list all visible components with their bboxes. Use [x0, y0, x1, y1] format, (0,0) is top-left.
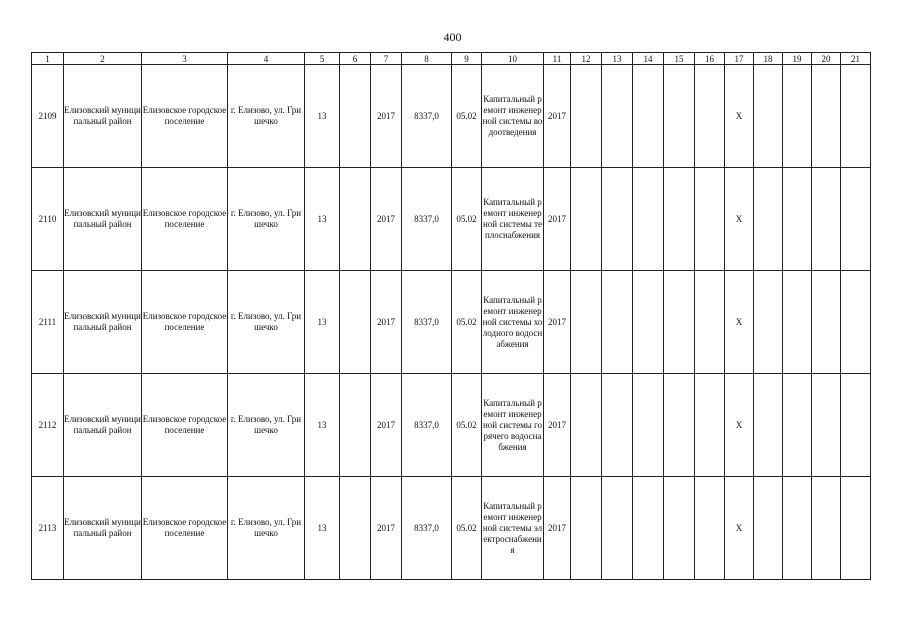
column-number-10: 10 [482, 53, 544, 65]
column-number-16: 16 [695, 53, 725, 65]
cell-address: г. Елизово, ул. Гришечко [228, 374, 305, 477]
cell-col-12 [571, 477, 602, 580]
cell-settlement: Елизовское городское поселение [142, 271, 228, 374]
cell-area: 8337,0 [402, 271, 452, 374]
column-number-14: 14 [633, 53, 664, 65]
cell-col-13 [602, 168, 633, 271]
cell-col-20 [812, 168, 841, 271]
cell-col-15 [664, 271, 695, 374]
cell-commission-year: 2017 [371, 477, 402, 580]
column-number-20: 20 [812, 53, 841, 65]
cell-col-21 [841, 477, 871, 580]
cell-col-12 [571, 374, 602, 477]
cell-col-13 [602, 374, 633, 477]
cell-col-6 [340, 168, 371, 271]
cell-col-12 [571, 168, 602, 271]
column-number-13: 13 [602, 53, 633, 65]
cell-col-12 [571, 271, 602, 374]
cell-col-9: 05.02 [452, 271, 482, 374]
cell-area: 8337,0 [402, 168, 452, 271]
cell-col-18 [754, 271, 783, 374]
cell-district: Елизовский муниципальный район [64, 374, 142, 477]
cell-record-id: 2113 [32, 477, 64, 580]
cell-col-16 [695, 168, 725, 271]
cell-col-21 [841, 374, 871, 477]
cell-mark: X [725, 477, 754, 580]
cell-col-19 [783, 168, 812, 271]
cell-col-9: 05.02 [452, 65, 482, 168]
column-number-11: 11 [544, 53, 571, 65]
cell-commission-year: 2017 [371, 374, 402, 477]
cell-col-18 [754, 477, 783, 580]
column-number-17: 17 [725, 53, 754, 65]
cell-settlement: Елизовское городское поселение [142, 65, 228, 168]
cell-area: 8337,0 [402, 477, 452, 580]
cell-col-18 [754, 374, 783, 477]
cell-col-14 [633, 65, 664, 168]
cell-work-year: 2017 [544, 168, 571, 271]
cell-district: Елизовский муниципальный район [64, 271, 142, 374]
column-number-9: 9 [452, 53, 482, 65]
cell-mark: X [725, 374, 754, 477]
cell-col-14 [633, 477, 664, 580]
cell-settlement: Елизовское городское поселение [142, 168, 228, 271]
cell-record-id: 2109 [32, 65, 64, 168]
column-number-6: 6 [340, 53, 371, 65]
cell-work-type: Капитальный ремонт инженерной системы горячего водоснабжения [482, 374, 544, 477]
cell-col-14 [633, 374, 664, 477]
cell-col-21 [841, 65, 871, 168]
cell-settlement: Елизовское городское поселение [142, 477, 228, 580]
column-number-21: 21 [841, 53, 871, 65]
cell-col-20 [812, 477, 841, 580]
column-number-15: 15 [664, 53, 695, 65]
cell-col-18 [754, 65, 783, 168]
cell-col-21 [841, 168, 871, 271]
cell-work-type: Капитальный ремонт инженерной системы водоотведения [482, 65, 544, 168]
cell-work-type: Капитальный ремонт инженерной системы холодного водоснабжения [482, 271, 544, 374]
cell-work-year: 2017 [544, 374, 571, 477]
column-number-8: 8 [402, 53, 452, 65]
cell-col-16 [695, 374, 725, 477]
cell-area: 8337,0 [402, 374, 452, 477]
cell-col-13 [602, 477, 633, 580]
cell-house-number: 13 [305, 374, 340, 477]
cell-col-16 [695, 271, 725, 374]
cell-district: Елизовский муниципальный район [64, 477, 142, 580]
page-number: 400 [443, 30, 462, 44]
column-number-12: 12 [571, 53, 602, 65]
cell-col-16 [695, 477, 725, 580]
column-number-19: 19 [783, 53, 812, 65]
cell-col-9: 05.02 [452, 374, 482, 477]
cell-col-15 [664, 168, 695, 271]
cell-mark: X [725, 271, 754, 374]
cell-record-id: 2112 [32, 374, 64, 477]
cell-address: г. Елизово, ул. Гришечко [228, 168, 305, 271]
cell-col-14 [633, 168, 664, 271]
cell-col-19 [783, 477, 812, 580]
cell-record-id: 2111 [32, 271, 64, 374]
cell-col-19 [783, 65, 812, 168]
cell-col-9: 05.02 [452, 168, 482, 271]
cell-house-number: 13 [305, 271, 340, 374]
cell-house-number: 13 [305, 477, 340, 580]
cell-commission-year: 2017 [371, 271, 402, 374]
table-row [32, 271, 871, 374]
cell-col-9: 05.02 [452, 477, 482, 580]
cell-col-18 [754, 168, 783, 271]
cell-house-number: 13 [305, 168, 340, 271]
column-number-18: 18 [754, 53, 783, 65]
cell-col-21 [841, 271, 871, 374]
column-number-row [32, 53, 871, 65]
column-number-4: 4 [228, 53, 305, 65]
cell-mark: X [725, 168, 754, 271]
cell-record-id: 2110 [32, 168, 64, 271]
cell-address: г. Елизово, ул. Гришечко [228, 65, 305, 168]
column-number-7: 7 [371, 53, 402, 65]
cell-col-13 [602, 65, 633, 168]
cell-col-6 [340, 65, 371, 168]
cell-col-20 [812, 374, 841, 477]
column-number-2: 2 [64, 53, 142, 65]
table-row [32, 374, 871, 477]
cell-house-number: 13 [305, 65, 340, 168]
cell-district: Елизовский муниципальный район [64, 65, 142, 168]
cell-address: г. Елизово, ул. Гришечко [228, 271, 305, 374]
cell-col-19 [783, 374, 812, 477]
cell-col-6 [340, 477, 371, 580]
cell-col-19 [783, 271, 812, 374]
table-row [32, 477, 871, 580]
cell-mark: X [725, 65, 754, 168]
cell-district: Елизовский муниципальный район [64, 168, 142, 271]
cell-area: 8337,0 [402, 65, 452, 168]
cell-col-6 [340, 374, 371, 477]
cell-col-16 [695, 65, 725, 168]
cell-work-year: 2017 [544, 65, 571, 168]
cell-col-13 [602, 271, 633, 374]
cell-commission-year: 2017 [371, 168, 402, 271]
cell-settlement: Елизовское городское поселение [142, 374, 228, 477]
cell-col-15 [664, 477, 695, 580]
cell-col-15 [664, 65, 695, 168]
table-row [32, 65, 871, 168]
cell-work-type: Капитальный ремонт инженерной системы теплоснабжения [482, 168, 544, 271]
cell-work-type: Капитальный ремонт инженерной системы электроснабжения [482, 477, 544, 580]
register-table [31, 52, 871, 580]
cell-commission-year: 2017 [371, 65, 402, 168]
cell-col-15 [664, 374, 695, 477]
cell-address: г. Елизово, ул. Гришечко [228, 477, 305, 580]
cell-work-year: 2017 [544, 271, 571, 374]
column-number-1: 1 [32, 53, 64, 65]
cell-work-year: 2017 [544, 477, 571, 580]
cell-col-14 [633, 271, 664, 374]
cell-col-12 [571, 65, 602, 168]
cell-col-6 [340, 271, 371, 374]
table-row [32, 168, 871, 271]
cell-col-20 [812, 65, 841, 168]
cell-col-20 [812, 271, 841, 374]
column-number-3: 3 [142, 53, 228, 65]
column-number-5: 5 [305, 53, 340, 65]
